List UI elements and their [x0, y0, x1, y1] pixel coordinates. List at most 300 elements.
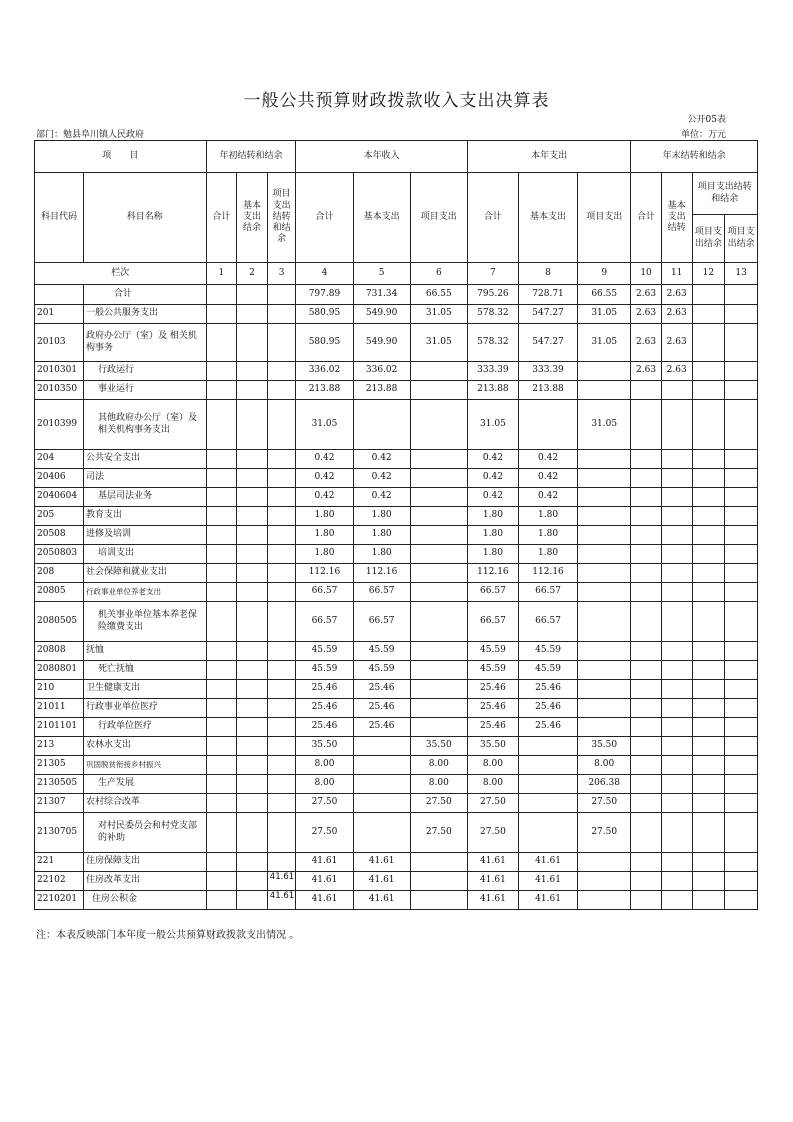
- table-row: [35, 737, 758, 756]
- table-body: [35, 285, 758, 910]
- value-col-4: 0.42: [296, 488, 353, 507]
- value-col-8: 25.46: [518, 718, 577, 737]
- value-col-9: 35.50: [578, 737, 631, 756]
- value-col-5: [353, 400, 410, 450]
- value-col-10: [631, 756, 662, 775]
- value-col-3: [267, 362, 296, 381]
- budget-table: [34, 140, 758, 910]
- header-expense-total: 合计: [467, 173, 518, 263]
- value-col-9: 8.00: [578, 756, 631, 775]
- value-col-6: 35.50: [410, 737, 467, 756]
- value-col-4: 25.46: [296, 718, 353, 737]
- value-col-10: 2.63: [631, 362, 662, 381]
- value-col-2: [237, 285, 268, 305]
- subject-name: 住房保障支出: [84, 853, 207, 872]
- value-col-7: 25.46: [467, 699, 518, 718]
- value-col-7: 27.50: [467, 813, 518, 853]
- value-col-9: 27.50: [578, 794, 631, 813]
- value-col-10: [631, 545, 662, 564]
- value-col-11: [661, 488, 692, 507]
- value-col-13: [725, 450, 758, 469]
- value-col-5: [353, 813, 410, 853]
- value-col-1: [206, 507, 237, 526]
- subject-name: 住房公积金: [84, 891, 207, 910]
- value-col-1: [206, 324, 237, 362]
- col-no-9: 9: [578, 263, 631, 285]
- value-col-8: 1.80: [518, 507, 577, 526]
- header-row-2: [35, 173, 758, 215]
- value-col-6: [410, 545, 467, 564]
- value-col-1: [206, 756, 237, 775]
- value-col-4: 66.57: [296, 583, 353, 602]
- value-col-13: [725, 718, 758, 737]
- value-col-7: 31.05: [467, 400, 518, 450]
- value-col-3: [267, 488, 296, 507]
- table-row: [35, 602, 758, 642]
- value-col-2: [237, 756, 268, 775]
- value-col-6: [410, 602, 467, 642]
- value-col-4: 25.46: [296, 699, 353, 718]
- value-col-4: 45.59: [296, 642, 353, 661]
- value-col-8: 112.16: [518, 564, 577, 583]
- table-row: [35, 324, 758, 362]
- value-col-7: 578.32: [467, 324, 518, 362]
- value-col-1: [206, 718, 237, 737]
- value-col-1: [206, 469, 237, 488]
- value-col-6: [410, 507, 467, 526]
- subject-code: 20805: [35, 583, 84, 602]
- col-no-2: 2: [237, 263, 268, 285]
- value-col-6: [410, 642, 467, 661]
- value-col-12: [692, 602, 725, 642]
- value-col-4: 797.89: [296, 285, 353, 305]
- value-col-3: [267, 324, 296, 362]
- col-no-4: 4: [296, 263, 353, 285]
- table-row: [35, 381, 758, 400]
- value-col-8: [518, 775, 577, 794]
- subject-code: [35, 285, 84, 305]
- value-col-10: [631, 488, 662, 507]
- value-col-11: [661, 450, 692, 469]
- subject-name: 其他政府办公厅（室）及相关机构事务支出: [84, 400, 207, 450]
- value-col-8: 547.27: [518, 305, 577, 324]
- header-end-project-balance: 项目支出结余: [725, 215, 758, 263]
- value-col-6: 66.55: [410, 285, 467, 305]
- table-row: [35, 526, 758, 545]
- value-col-6: [410, 362, 467, 381]
- value-col-12: [692, 324, 725, 362]
- value-col-11: [661, 680, 692, 699]
- value-col-1: [206, 602, 237, 642]
- value-col-7: 213.88: [467, 381, 518, 400]
- value-col-12: [692, 583, 725, 602]
- value-col-10: [631, 642, 662, 661]
- value-col-4: 580.95: [296, 305, 353, 324]
- header-begin-project: 项目支出结转和结余: [267, 173, 296, 263]
- subject-code: 2101101: [35, 718, 84, 737]
- value-col-2: [237, 699, 268, 718]
- subject-name: 一般公共服务支出: [84, 305, 207, 324]
- value-col-10: [631, 507, 662, 526]
- subject-code: 2010350: [35, 381, 84, 400]
- value-col-2: [237, 488, 268, 507]
- value-col-8: 41.61: [518, 872, 577, 891]
- value-col-3: 41.61: [267, 891, 296, 910]
- value-col-5: 0.42: [353, 488, 410, 507]
- value-col-5: [353, 756, 410, 775]
- value-col-5: 213.88: [353, 381, 410, 400]
- value-col-8: 1.80: [518, 526, 577, 545]
- header-end-total: 合计: [631, 173, 662, 263]
- subject-name: 合计: [84, 285, 207, 305]
- value-col-11: [661, 891, 692, 910]
- subject-code: 22102: [35, 872, 84, 891]
- value-col-4: 0.42: [296, 469, 353, 488]
- value-col-9: [578, 381, 631, 400]
- value-col-5: 41.61: [353, 872, 410, 891]
- subject-code: 21305: [35, 756, 84, 775]
- value-col-2: [237, 602, 268, 642]
- column-number-row: [35, 263, 758, 285]
- value-col-3: [267, 853, 296, 872]
- table-row: [35, 775, 758, 794]
- value-col-9: [578, 872, 631, 891]
- subject-name: 农林水支出: [84, 737, 207, 756]
- value-col-2: [237, 737, 268, 756]
- table-row: [35, 305, 758, 324]
- value-col-6: [410, 699, 467, 718]
- table-row: [35, 756, 758, 775]
- value-col-12: [692, 362, 725, 381]
- value-col-5: 1.80: [353, 545, 410, 564]
- value-col-7: 41.61: [467, 891, 518, 910]
- subject-code: 2050803: [35, 545, 84, 564]
- value-col-2: [237, 891, 268, 910]
- value-col-10: [631, 775, 662, 794]
- value-col-5: 1.80: [353, 507, 410, 526]
- value-col-11: [661, 381, 692, 400]
- subject-code: 20406: [35, 469, 84, 488]
- value-col-11: [661, 853, 692, 872]
- value-col-13: [725, 324, 758, 362]
- value-col-8: 66.57: [518, 583, 577, 602]
- value-col-8: 66.57: [518, 602, 577, 642]
- value-col-3: [267, 680, 296, 699]
- value-col-5: 25.46: [353, 699, 410, 718]
- value-col-12: [692, 661, 725, 680]
- value-col-11: 2.63: [661, 362, 692, 381]
- value-col-11: [661, 661, 692, 680]
- value-col-5: 336.02: [353, 362, 410, 381]
- value-col-4: 8.00: [296, 756, 353, 775]
- value-col-11: [661, 469, 692, 488]
- header-end-basic: 基本支出结转: [661, 173, 692, 263]
- value-col-10: [631, 469, 662, 488]
- value-col-13: [725, 285, 758, 305]
- value-col-13: [725, 507, 758, 526]
- value-col-5: 66.57: [353, 583, 410, 602]
- value-col-4: 27.50: [296, 794, 353, 813]
- value-col-6: [410, 564, 467, 583]
- value-col-9: 31.05: [578, 400, 631, 450]
- table-row: [35, 545, 758, 564]
- value-col-1: [206, 583, 237, 602]
- value-col-2: [237, 775, 268, 794]
- value-col-1: [206, 285, 237, 305]
- value-col-7: 27.50: [467, 794, 518, 813]
- value-col-13: [725, 381, 758, 400]
- table-row: [35, 285, 758, 305]
- value-col-13: [725, 642, 758, 661]
- subject-name: 司法: [84, 469, 207, 488]
- subject-name: 卫生健康支出: [84, 680, 207, 699]
- value-col-10: [631, 583, 662, 602]
- value-col-8: 25.46: [518, 699, 577, 718]
- value-col-6: 31.05: [410, 324, 467, 362]
- value-col-10: [631, 872, 662, 891]
- value-col-3: [267, 381, 296, 400]
- subject-name: 生产发展: [84, 775, 207, 794]
- value-col-8: [518, 756, 577, 775]
- value-col-10: [631, 794, 662, 813]
- value-col-1: [206, 813, 237, 853]
- value-col-12: [692, 488, 725, 507]
- subject-code: 2130505: [35, 775, 84, 794]
- value-col-6: [410, 526, 467, 545]
- header-code: 科目代码: [35, 173, 84, 263]
- table-row: [35, 794, 758, 813]
- header-begin-basic: 基本支出结余: [237, 173, 268, 263]
- value-col-13: [725, 775, 758, 794]
- value-col-13: [725, 488, 758, 507]
- lanci-label: 栏次: [35, 263, 207, 285]
- subject-name: 政府办公厅（室）及 相关机构事务: [84, 324, 207, 362]
- value-col-8: 333.39: [518, 362, 577, 381]
- value-col-5: 25.46: [353, 680, 410, 699]
- value-col-4: 45.59: [296, 661, 353, 680]
- value-col-13: [725, 813, 758, 853]
- col-no-5: 5: [353, 263, 410, 285]
- value-col-11: [661, 718, 692, 737]
- value-col-4: 66.57: [296, 602, 353, 642]
- value-col-8: 1.80: [518, 545, 577, 564]
- value-col-11: [661, 602, 692, 642]
- value-col-2: [237, 400, 268, 450]
- subject-name: 抚恤: [84, 642, 207, 661]
- value-col-1: [206, 362, 237, 381]
- value-col-4: 1.80: [296, 526, 353, 545]
- value-col-6: [410, 680, 467, 699]
- value-col-11: 2.63: [661, 285, 692, 305]
- value-col-1: [206, 775, 237, 794]
- value-col-10: [631, 602, 662, 642]
- table-row: [35, 718, 758, 737]
- value-col-3: [267, 737, 296, 756]
- value-col-7: 66.57: [467, 583, 518, 602]
- value-col-7: 41.61: [467, 872, 518, 891]
- value-col-12: [692, 756, 725, 775]
- value-col-12: [692, 680, 725, 699]
- subject-code: 2040604: [35, 488, 84, 507]
- header-begin-carryover: 年初结转和结余: [206, 141, 296, 173]
- value-col-7: 112.16: [467, 564, 518, 583]
- value-col-6: [410, 381, 467, 400]
- table-row: [35, 400, 758, 450]
- value-col-8: 0.42: [518, 488, 577, 507]
- value-col-3: [267, 661, 296, 680]
- value-col-1: [206, 872, 237, 891]
- subject-name: 培训支出: [84, 545, 207, 564]
- value-col-12: [692, 872, 725, 891]
- value-col-1: [206, 737, 237, 756]
- value-col-13: [725, 756, 758, 775]
- value-col-9: [578, 602, 631, 642]
- subject-code: 2010399: [35, 400, 84, 450]
- header-end-project-group: 项目支出结转和结余: [692, 173, 758, 215]
- value-col-4: 0.42: [296, 450, 353, 469]
- value-col-3: [267, 305, 296, 324]
- value-col-9: [578, 699, 631, 718]
- value-col-10: [631, 891, 662, 910]
- subject-code: 2080505: [35, 602, 84, 642]
- header-expense: 本年支出: [467, 141, 630, 173]
- value-col-3: [267, 775, 296, 794]
- value-col-4: 41.61: [296, 872, 353, 891]
- subject-name: 基层司法业务: [84, 488, 207, 507]
- value-col-10: [631, 661, 662, 680]
- value-col-12: [692, 813, 725, 853]
- value-col-9: [578, 526, 631, 545]
- subject-name: 进修及培训: [84, 526, 207, 545]
- value-col-10: [631, 381, 662, 400]
- value-col-4: 580.95: [296, 324, 353, 362]
- value-col-7: 8.00: [467, 775, 518, 794]
- header-income-total: 合计: [296, 173, 353, 263]
- value-col-13: [725, 737, 758, 756]
- value-col-11: [661, 775, 692, 794]
- value-col-3: [267, 400, 296, 450]
- value-col-9: [578, 507, 631, 526]
- subject-name: 社会保障和就业支出: [84, 564, 207, 583]
- value-col-11: [661, 756, 692, 775]
- value-col-1: [206, 488, 237, 507]
- value-col-11: 2.63: [661, 324, 692, 362]
- subject-code: 21011: [35, 699, 84, 718]
- subject-name: 死亡抚恤: [84, 661, 207, 680]
- value-col-12: [692, 381, 725, 400]
- value-col-2: [237, 642, 268, 661]
- col-no-11: 11: [661, 263, 692, 285]
- col-no-8: 8: [518, 263, 577, 285]
- value-col-13: [725, 794, 758, 813]
- value-col-12: [692, 507, 725, 526]
- header-end-project-carry: 项目支出结余: [692, 215, 725, 263]
- value-col-2: [237, 680, 268, 699]
- value-col-11: [661, 400, 692, 450]
- value-col-1: [206, 526, 237, 545]
- value-col-8: 213.88: [518, 381, 577, 400]
- value-col-2: [237, 507, 268, 526]
- value-col-3: [267, 469, 296, 488]
- value-col-13: [725, 564, 758, 583]
- value-col-9: [578, 362, 631, 381]
- header-row-1: [35, 141, 758, 173]
- value-col-5: [353, 794, 410, 813]
- value-col-12: [692, 699, 725, 718]
- value-col-10: [631, 526, 662, 545]
- value-col-11: 2.63: [661, 305, 692, 324]
- value-col-10: [631, 853, 662, 872]
- subject-code: 2130705: [35, 813, 84, 853]
- col-no-12: 12: [692, 263, 725, 285]
- subject-code: 204: [35, 450, 84, 469]
- value-col-13: [725, 526, 758, 545]
- value-col-7: 8.00: [467, 756, 518, 775]
- subject-code: 210: [35, 680, 84, 699]
- value-col-6: 27.50: [410, 794, 467, 813]
- subject-code: 221: [35, 853, 84, 872]
- value-col-12: [692, 564, 725, 583]
- value-col-9: 31.05: [578, 305, 631, 324]
- value-col-6: [410, 400, 467, 450]
- value-col-3: [267, 583, 296, 602]
- value-col-3: [267, 718, 296, 737]
- value-col-13: [725, 400, 758, 450]
- subject-name: 行政运行: [84, 362, 207, 381]
- value-col-4: 1.80: [296, 545, 353, 564]
- value-col-6: [410, 661, 467, 680]
- value-col-13: [725, 853, 758, 872]
- value-col-4: 336.02: [296, 362, 353, 381]
- subject-name: 行政单位医疗: [84, 718, 207, 737]
- value-col-2: [237, 564, 268, 583]
- value-col-2: [237, 324, 268, 362]
- value-col-12: [692, 305, 725, 324]
- table-row: [35, 642, 758, 661]
- value-col-10: [631, 450, 662, 469]
- value-col-11: [661, 507, 692, 526]
- value-col-8: 25.46: [518, 680, 577, 699]
- value-col-9: [578, 718, 631, 737]
- subject-code: 20103: [35, 324, 84, 362]
- subject-code: 2080801: [35, 661, 84, 680]
- value-col-9: [578, 680, 631, 699]
- value-col-5: 66.57: [353, 602, 410, 642]
- subject-name: 行政事业单位养老支出: [84, 583, 207, 602]
- value-col-5: [353, 775, 410, 794]
- value-col-13: [725, 545, 758, 564]
- value-col-8: 728.71: [518, 285, 577, 305]
- table-row: [35, 699, 758, 718]
- value-col-13: [725, 891, 758, 910]
- value-col-11: [661, 564, 692, 583]
- form-number: 公开05表: [687, 115, 726, 125]
- subject-name: 公共安全支出: [84, 450, 207, 469]
- value-col-4: 41.61: [296, 853, 353, 872]
- value-col-11: [661, 583, 692, 602]
- value-col-7: 35.50: [467, 737, 518, 756]
- col-no-7: 7: [467, 263, 518, 285]
- value-col-5: 41.61: [353, 853, 410, 872]
- subject-code: 2010301: [35, 362, 84, 381]
- value-col-12: [692, 526, 725, 545]
- value-col-2: [237, 450, 268, 469]
- value-col-7: 0.42: [467, 450, 518, 469]
- value-col-1: [206, 794, 237, 813]
- value-col-7: 578.32: [467, 305, 518, 324]
- value-col-5: 1.80: [353, 526, 410, 545]
- value-col-2: [237, 794, 268, 813]
